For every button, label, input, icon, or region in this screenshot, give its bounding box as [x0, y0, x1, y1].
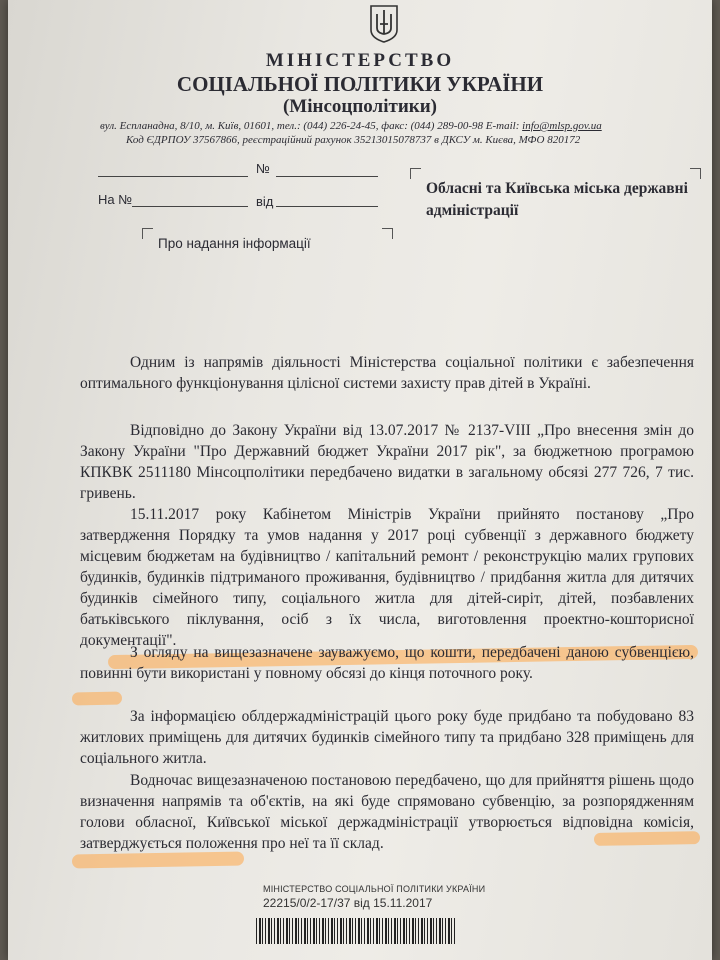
body-paragraph: З огляду на вищезазначене зауважуємо, що кошти, передбачені даною субвенцією, повинні бути використані у повному обсязі до кінця поточного року.: [80, 644, 694, 682]
bank-details: Код ЄДРПОУ 37567866, реєстраційний рахунок 35213015078737 в ДКСУ м. Києва, МФО 820172: [126, 134, 581, 146]
subject: Про надання інформації: [158, 236, 311, 251]
body-paragraph: Відповідно до Закону України від 13.07.2017 № 2137-VIII „Про внесення змін до Закону України "Про Державний бюджет України 2017 рік", за бюджетною програмою КПКВК 2511180 Мінсоцполітики передбачено видатки в загальному обсязі 277 726, 7 тис. гривень.: [80, 422, 694, 502]
subject-bracket-left: [142, 228, 153, 239]
recipient-bracket-left: [410, 168, 421, 179]
highlight-mark: [72, 852, 244, 869]
ministry-name: СОЦІАЛЬНОЇ ПОЛІТИКИ УКРАЇНИ: [176, 72, 544, 96]
body-paragraph: Одним із напрямів діяльності Міністерства соціальної політики є забезпечення оптимального функціонування цілісної системи захисту прав дітей в Україні.: [80, 354, 694, 392]
body-paragraph: Водночас вищезазначеною постановою передбачено, що для прийняття рішень щодо визначення напрямів та об'єктів, на які буде спрямовано субвенцію, за розпорядженням голови обласної, Київської міської держадміністрації утворюється відповідна комісія, затверджується положення про неї та її склад.: [80, 772, 694, 852]
ref-number-label: На №: [98, 192, 133, 207]
subject-bracket-right: [382, 228, 393, 239]
stamp-org: МІНІСТЕРСТВО СОЦІАЛЬНОЇ ПОЛІТИКИ УКРАЇНИ: [263, 884, 486, 894]
date-fill-line: [98, 176, 248, 177]
ref-date-fill-line: [276, 206, 378, 207]
ref-date-label: від: [256, 194, 274, 209]
contacts-line: [100, 120, 602, 132]
number-fill-line: [276, 176, 378, 177]
trident-icon: [369, 4, 399, 44]
highlight-mark: [72, 692, 122, 706]
letter-page: [8, 0, 712, 960]
number-label: №: [256, 161, 270, 176]
recipient: Обласні та Київська міська державні адміністрації: [426, 180, 688, 219]
email-link[interactable]: info@mlsp.gov.ua: [522, 120, 602, 132]
ministry-title: МІНІСТЕРСТВО: [265, 50, 455, 71]
barcode-icon: [256, 918, 456, 944]
body-paragraph: 15.11.2017 року Кабінетом Міністрів України прийнято постанову „Про затвердження Порядку та умов надання у 2017 році субвенції з державного бюджету місцевим бюджетам на будівництво / капітальний ремонт / реконструкцію малих групових будинків, будинків підтриманого проживання, будівництво / придбання житла для дитячих будинків сімейного типу, соціального житла для дітей-сиріт, дітей, позбавлених батьківського піклування, осіб з їх числа, виготовлення проектно-кошторисної документації".: [80, 506, 694, 649]
registration-stamp: [263, 884, 486, 910]
contacts-text: вул. Еспланадна, 8/10, м. Київ, 01601, тел.: (044) 226-24-45, факс: (044) 289-00-98 E-mail:: [100, 120, 523, 132]
ref-number-fill-line: [132, 206, 248, 207]
stamp-reg-number: 22215/0/2-17/37 від 15.11.2017: [263, 896, 433, 910]
body-paragraph: За інформацією облдержадміністрацій цього року буде придбано та побудовано 83 житлових приміщень для дитячих будинків сімейного типу та придбано 328 приміщень для соціального житла.: [80, 708, 694, 767]
ministry-short-name: (Мінсоцполітики): [282, 96, 437, 117]
